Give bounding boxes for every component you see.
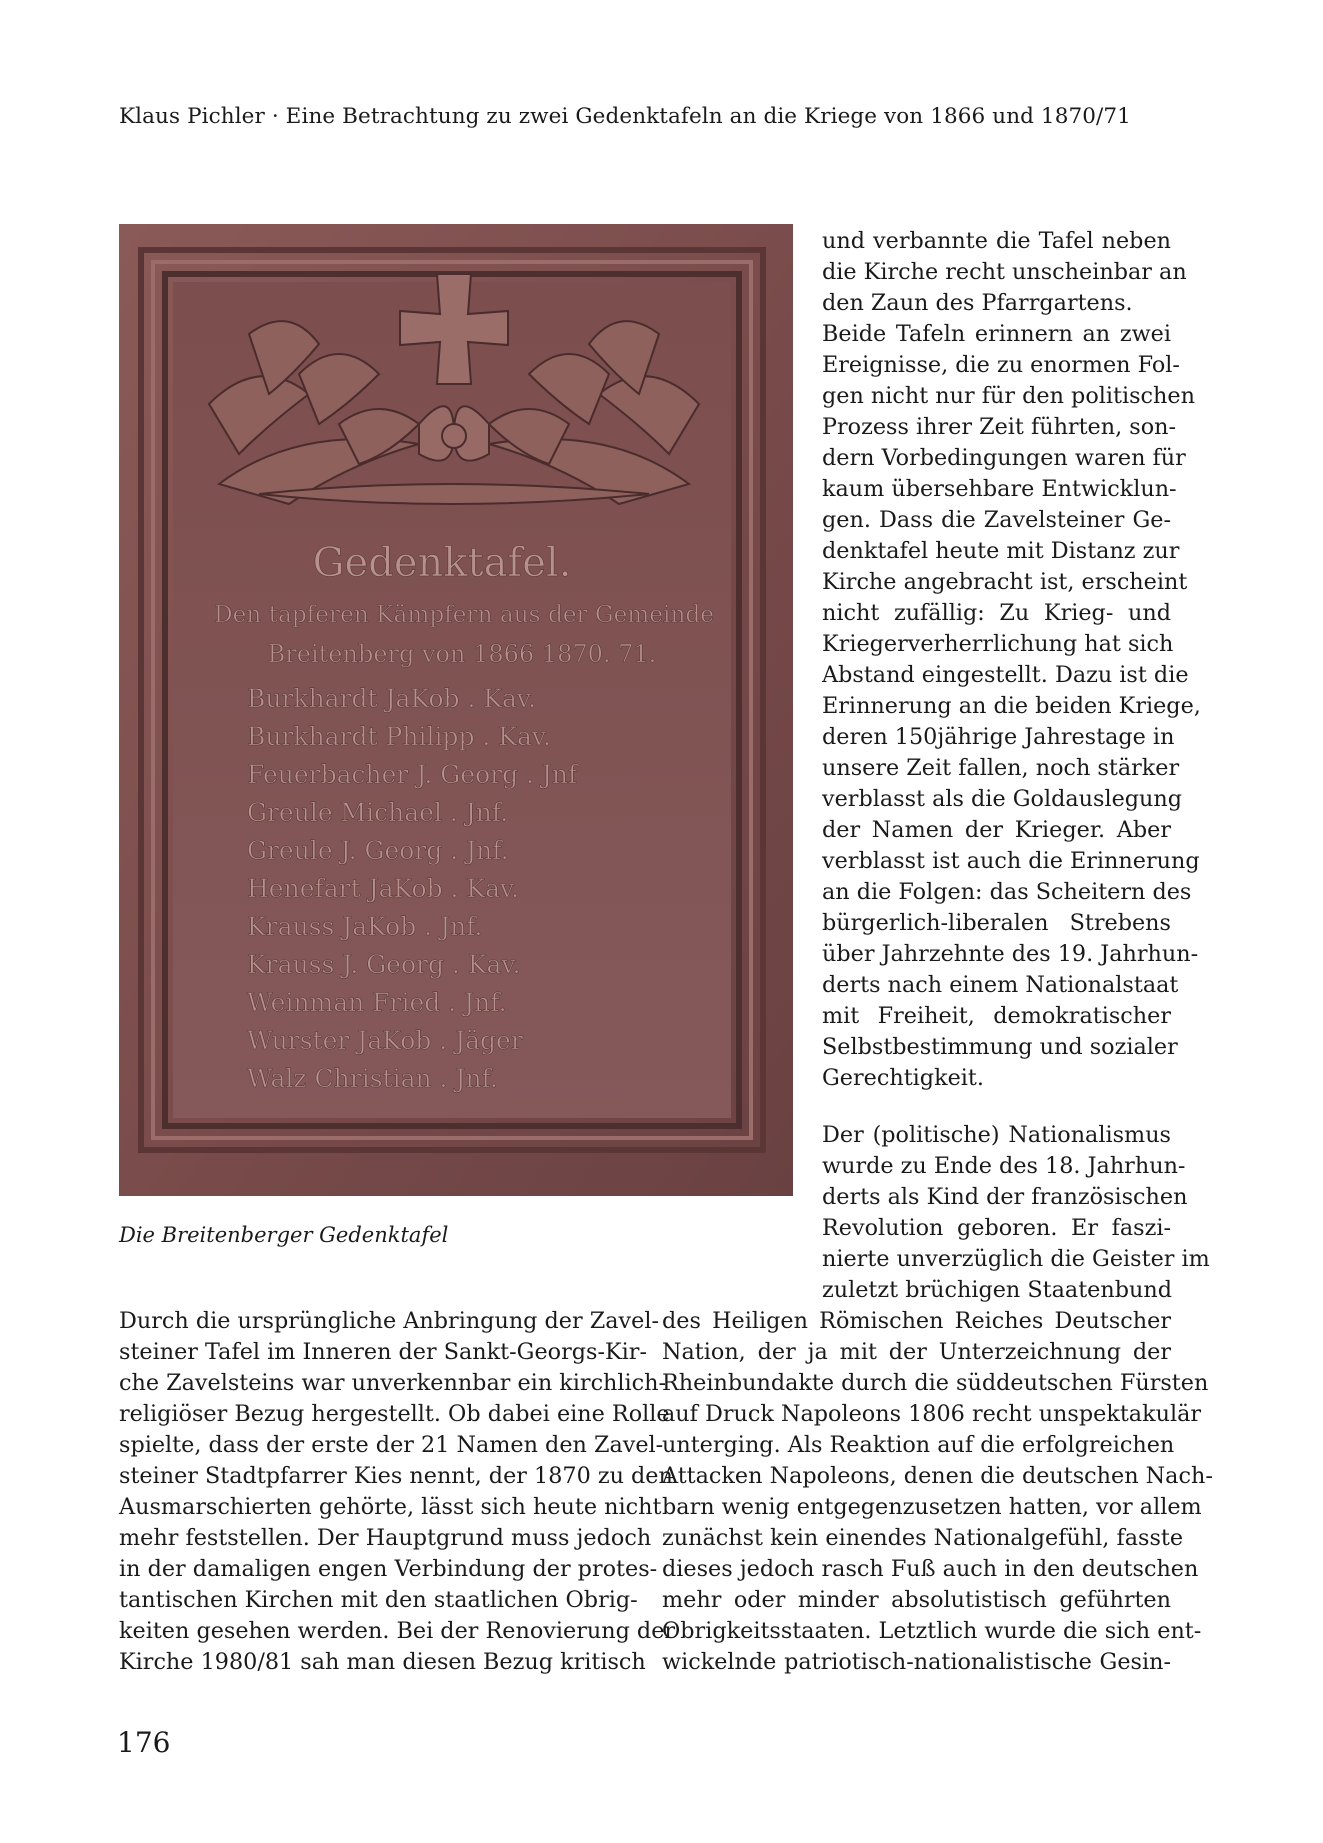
text-line: zunächst kein einendes Nationalgefühl, fasste	[662, 1525, 1184, 1551]
text-line: unsere Zeit fallen, noch stärker	[822, 755, 1180, 781]
text-line: denktafel heute mit Distanz zur	[822, 538, 1180, 564]
plaque-photo	[119, 224, 793, 1196]
text-line: bürgerlich-liberalen Strebens	[822, 910, 1171, 936]
text-line: zuletzt brüchigen Staatenbund	[822, 1277, 1172, 1303]
text-line: der Namen der Krieger. Aber	[822, 817, 1171, 843]
text-line: nicht zufällig: Zu Krieg- und	[822, 600, 1171, 626]
text-line: deren 150jährige Jahrestage in	[822, 724, 1175, 750]
text-line: Gerechtigkeit.	[822, 1065, 984, 1091]
plaque-name: Krauss JaKob . Jnf.	[247, 912, 483, 941]
text-line: Der (politische) Nationalismus	[822, 1122, 1171, 1148]
text-line: mit Freiheit, demokratischer	[822, 1003, 1171, 1029]
text-line: steiner Tafel im Inneren der Sankt-Georgs-Kir-	[119, 1339, 647, 1365]
right-column-middle	[822, 1120, 1210, 1306]
text-line: nierte unverzüglich die Geister im	[822, 1246, 1210, 1272]
text-line: Ereignisse, die zu enormen Fol-	[822, 352, 1180, 378]
text-line: Kirche 1980/81 sah man diesen Bezug kritisch	[119, 1649, 646, 1675]
text-line: Kirche angebracht ist, erscheint	[822, 569, 1188, 595]
plaque-name: Walz Christian . Jnf.	[247, 1064, 498, 1093]
text-line: tantischen Kirchen mit den staatlichen Obrig-	[119, 1587, 638, 1613]
text-line: über Jahrzehnte des 19. Jahrhun-	[822, 941, 1199, 967]
text-line: Nation, der ja mit der Unterzeichnung der	[662, 1339, 1171, 1365]
text-line: che Zavelsteins war unverkennbar ein kirchlich-	[119, 1370, 667, 1396]
plaque-illustration	[119, 224, 793, 1196]
text-line: in der damaligen engen Verbindung der protes-	[119, 1556, 658, 1582]
plaque-name: Wurster JaKob . Jäger	[247, 1026, 523, 1055]
text-line: keiten gesehen werden. Bei der Renovierung der	[119, 1618, 676, 1644]
page-number: 176	[117, 1726, 171, 1759]
text-line: auf Druck Napoleons 1806 recht unspektakulär	[662, 1401, 1202, 1427]
text-line: Obrigkeitsstaaten. Letztlich wurde die sich ent-	[662, 1618, 1202, 1644]
text-line: unterging. Als Reaktion auf die erfolgreichen	[662, 1432, 1175, 1458]
plaque-name: Burkhardt JaKob . Kav.	[247, 684, 537, 713]
text-line: religiöser Bezug hergestellt. Ob dabei eine Rolle	[119, 1401, 670, 1427]
left-column	[119, 1306, 676, 1678]
text-line: gen. Dass die Zavelsteiner Ge-	[822, 507, 1171, 533]
running-head: Klaus Pichler · Eine Betrachtung zu zwei Gedenktafeln an die Kriege von 1866 und 1870/71	[119, 104, 1131, 129]
text-line: Selbstbestimmung und sozialer	[822, 1034, 1178, 1060]
plaque-name: Greule Michael . Jnf.	[247, 798, 509, 827]
text-line: derts als Kind der französischen	[822, 1184, 1188, 1210]
plaque-name: Feuerbacher J. Georg . Jnf	[247, 760, 578, 789]
right-column-top	[822, 226, 1201, 1094]
plaque-heading: Gedenktafel.	[312, 540, 572, 586]
text-line: Durch die ursprüngliche Anbringung der Zavel-	[119, 1308, 659, 1334]
text-line: dieses jedoch rasch Fuß auch in den deutschen	[662, 1556, 1199, 1582]
text-line: Beide Tafeln erinnern an zwei	[822, 321, 1171, 347]
text-line: an die Folgen: das Scheitern des	[822, 879, 1192, 905]
text-line: kaum übersehbare Entwicklun-	[822, 476, 1177, 502]
text-line: derts nach einem Nationalstaat	[822, 972, 1179, 998]
text-line: mehr oder minder absolutistisch geführten	[662, 1587, 1171, 1613]
text-line: Rheinbundakte durch die süddeutschen Fürsten	[662, 1370, 1209, 1396]
text-line: barn wenig entgegenzusetzen hatten, vor allem	[662, 1494, 1202, 1520]
text-line: mehr feststellen. Der Hauptgrund muss jedoch	[119, 1525, 652, 1551]
plaque-dedication-line: Den tapferen Kämpfern aus der Gemeinde	[214, 602, 714, 628]
text-line: Revolution geboren. Er faszi-	[822, 1215, 1171, 1241]
text-line: Prozess ihrer Zeit führten, son-	[822, 414, 1177, 440]
text-line: wickelnde patriotisch-nationalistische Gesin-	[662, 1649, 1171, 1675]
text-line: Erinnerung an die beiden Kriege,	[822, 693, 1201, 719]
text-line: Abstand eingestellt. Dazu ist die	[822, 662, 1189, 688]
text-line: Kriegerverherrlichung hat sich	[822, 631, 1174, 657]
text-line: verblasst als die Goldauslegung	[822, 786, 1183, 812]
plaque-name: Burkhardt Philipp . Kav.	[247, 722, 551, 751]
plaque-name: Krauss J. Georg . Kav.	[247, 950, 521, 979]
text-line: steiner Stadtpfarrer Kies nennt, der 1870 zu den	[119, 1463, 673, 1489]
plaque-name: Henefart JaKob . Kav.	[247, 874, 520, 903]
text-line: die Kirche recht unscheinbar an	[822, 259, 1187, 285]
text-line: Attacken Napoleons, denen die deutschen Nach-	[662, 1463, 1213, 1489]
text-line: gen nicht nur für den politischen	[822, 383, 1195, 409]
text-line: verblasst ist auch die Erinnerung	[822, 848, 1200, 874]
text-line: den Zaun des Pfarrgartens.	[822, 290, 1133, 316]
text-line: des Heiligen Römischen Reiches Deutscher	[662, 1308, 1171, 1334]
right-column-bottom	[662, 1306, 1213, 1678]
text-line: dern Vorbedingungen waren für	[822, 445, 1186, 471]
text-line: Ausmarschierten gehörte, lässt sich heute nicht	[119, 1494, 662, 1520]
text-line: wurde zu Ende des 18. Jahrhun-	[822, 1153, 1186, 1179]
text-line: und verbannte die Tafel neben	[822, 228, 1171, 254]
figure-caption: Die Breitenberger Gedenktafel	[119, 1223, 449, 1247]
text-line: spielte, dass der erste der 21 Namen den Zavel-	[119, 1432, 664, 1458]
plaque-name: Greule J. Georg . Jnf.	[247, 836, 509, 865]
plaque-dedication-line: Breitenberg von 1866 1870. 71.	[267, 640, 657, 668]
plaque-name: Weinman Fried . Jnf.	[247, 988, 507, 1017]
